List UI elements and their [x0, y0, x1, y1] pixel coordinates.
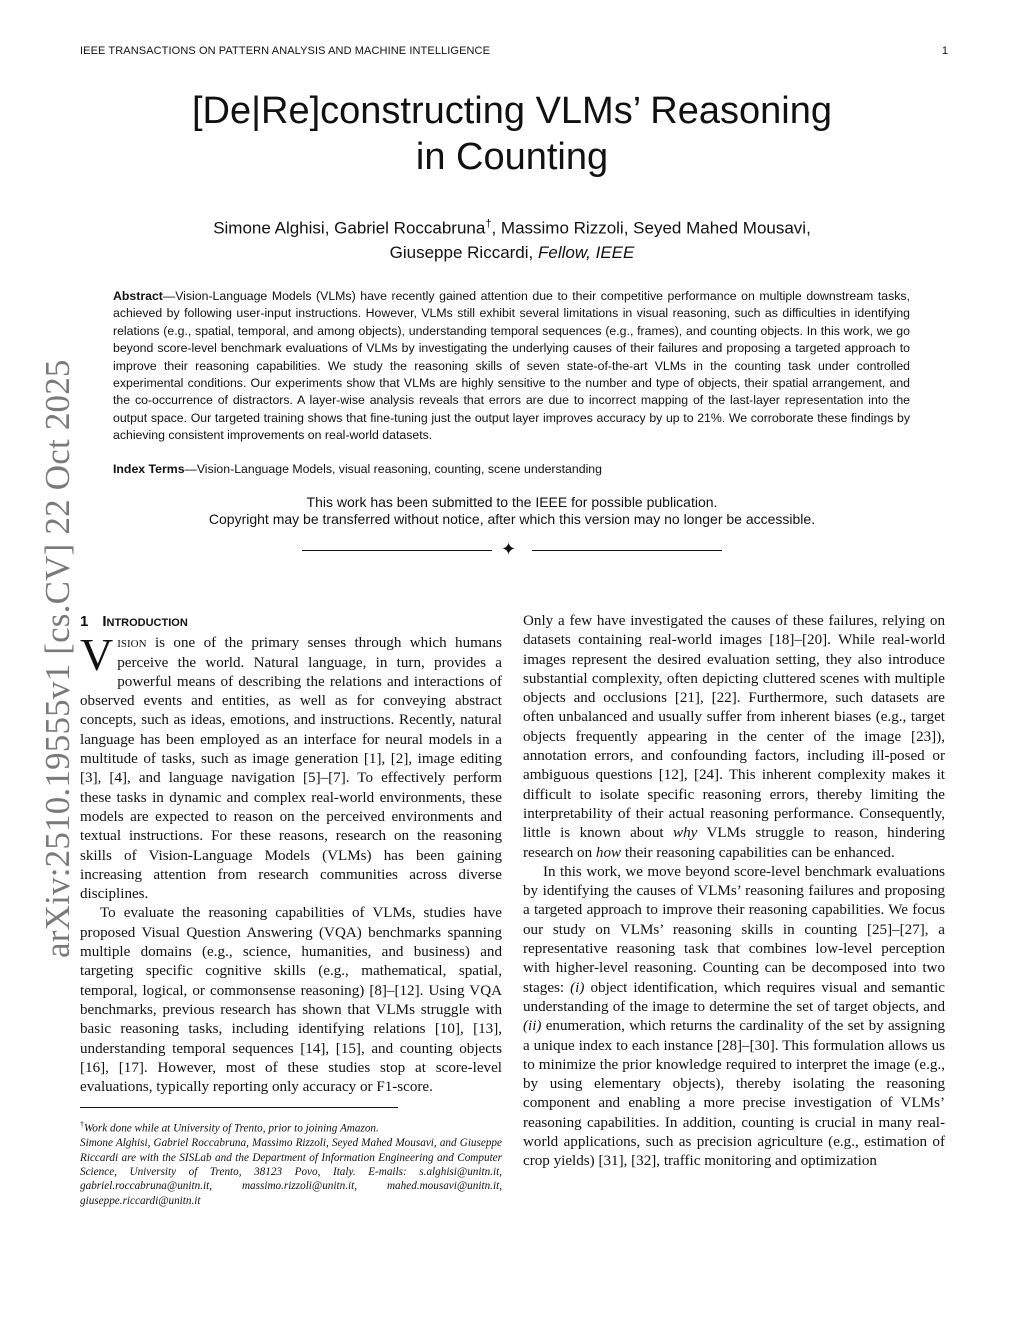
p4-text-a: In this work, we move beyond score-level benchmark evaluations by identifying the causes of VLMs’ reasoning failures and proposing a targeted approach to improve their reasoning capabilities. We focus our study on VLMs’ reasoning skills in counting [25]–[27], a representative reasoning task that combines low-level perception with higher-level reasoning. Counting can be decomposed into two stages: [523, 863, 945, 996]
left-column [80, 612, 502, 1208]
divider-line-right [532, 550, 722, 551]
footnote [80, 1118, 502, 1208]
footnote-text-1: Work done while at University of Trento, prior to joining Amazon. [84, 1123, 379, 1136]
index-terms-text: —Vision-Language Models, visual reasoning, counting, scene understanding [184, 462, 602, 476]
author-last: Giuseppe Riccardi, [389, 242, 538, 262]
abstract-label: Abstract [113, 289, 163, 303]
intro-paragraph-2: To evaluate the reasoning capabilities of VLMs, studies have proposed Visual Question Answering (VQA) benchmarks spanning multiple domains (e.g., science, humanities, and business) and targeting specific cognitive skills (e.g., mathematical, spatial, temporal, logical, or commonsense reasoning) [8]–[12]. Using VQA benchmarks, previous research has shown that VLMs struggle with basic reasoning tasks, including identifying relations [10], [13], understanding temporal sequences [14], [15], and counting objects [16], [17]. However, most of these studies stop at score-level evaluations, typically reporting only accuracy or F1-score. [80, 905, 502, 1096]
p4-text-c: enumeration, which returns the cardinality of the set by assigning a unique index to each instance [28]–[30]. This formulation allows us to minimize the prior knowledge required to interpret the image (e.g., by using elementary objects), thereby isolating the reasoning component and enabling a more precise investigation of VLMs’ reasoning capabilities. In addition, counting is crucial in many real-world applications, such as precision agriculture (e.g., estimation of crop yields) [31], [32], traffic monitoring and optimization [523, 1018, 945, 1170]
footnote-line-1 [80, 1118, 502, 1136]
footnote-affiliations: Simone Alghisi, Gabriel Roccabruna, Massimo Rizzoli, Seyed Mahed Mousavi, and Giuseppe Riccardi are with the SISLab and the Department of Information Engineering and Computer Science, University of Trento, 38123 Povo, Italy. E-mails: s.alghisi@unitn.it, gabriel.roccabruna@unitn.it, massimo.rizzoli@unitn.it, mahed.mousavi@unitn.it, giuseppe.riccardi@unitn.it [80, 1137, 502, 1207]
notice-line-1: This work has been submitted to the IEEE for possible publication. [306, 494, 718, 510]
index-terms [113, 462, 910, 476]
intro-paragraph-4 [523, 863, 945, 1172]
author-list [100, 212, 924, 265]
section-heading [80, 612, 502, 631]
footnote-rule [80, 1107, 398, 1108]
abstract-text: —Vision-Language Models (VLMs) have recently gained attention due to their competitive performance on multiple downstream tasks, achieved by following user-input instructions. However, VLMs still exhibit several limitations in visual reasoning, such as difficulties in identifying relations (e.g., spatial, temporal, and among objects), understanding temporal sequences (e.g., frames), and counting objects. In this work, we go beyond score-level benchmark evaluations of VLMs by investigating the underlying causes of their failures and proposing a targeted approach to improve their reasoning capabilities. We study the reasoning skills of seven state-of-the-art VLMs in the counting task under controlled experimental conditions. Our experiments show that VLMs are highly sensitive to the number and type of objects, their spatial arrangement, and the co-occurrence of distractors. A layer-wise analysis reveals that errors are due to incorrect mapping of the last-layer representation into the output space. Our targeted training shows that fine-tuning just the output layer improves accuracy by up to 21%. We corroborate these findings by achieving consistent improvements on real-world datasets. [113, 289, 910, 443]
authors-names-a: Simone Alghisi, Gabriel Roccabruna [213, 218, 486, 238]
drop-cap-lead: ision [117, 635, 147, 652]
arxiv-stamp: arXiv:2510.19555v1 [cs.CV] 22 Oct 2025 [38, 359, 77, 958]
authors-line-1 [100, 212, 924, 241]
authors-line-2 [100, 241, 924, 265]
p3-text-a: Only a few have investigated the causes of these failures, relying on datasets containing real-world images [18]–[20]. While real-world images represent the desired evaluation setting, they also introduce substantial complexity, often depicting cluttered scenes with multiple objects and occlusions [21], [22]. Furthermore, such datasets are often unbalanced and usually suffer from inherent biases (e.g., target objects frequently appearing in the center of the image [23]), annotation errors, and confounding factors, including ill-posed or ambiguous questions [12], [24]. This inherent complexity makes it difficult to isolate specific reasoning errors, thereby limiting the interpretability of their actual reasoning performance. Consequently, little is known about [523, 613, 945, 842]
title-line-2: in Counting [415, 136, 609, 178]
drop-cap: V [80, 629, 114, 681]
submission-notice [100, 494, 924, 528]
dagger-mark: † [485, 218, 492, 230]
author-role: Fellow, IEEE [537, 242, 635, 262]
journal-header: IEEE TRANSACTIONS ON PATTERN ANALYSIS AND MACHINE INTELLIGENCE [80, 45, 491, 57]
section-title: Introduction [102, 613, 188, 630]
divider-line-left [302, 550, 492, 551]
p4-enum-ii: (ii) [523, 1018, 542, 1035]
intro-paragraph-1 [80, 629, 502, 904]
section-divider [302, 541, 722, 561]
p3-text-c: their reasoning capabilities can be enhanced. [621, 844, 895, 861]
right-column [523, 612, 945, 1172]
footnote-mark: † [80, 1120, 84, 1130]
paper-title [100, 88, 924, 180]
p3-why: why [673, 825, 698, 842]
p3-text-b: VLMs struggle to reason, hindering research on [523, 825, 946, 861]
intro-paragraph-1-text: is one of the primary senses through which humans perceive the world. Natural language, in turn, provides a powerful means of describing the relations and interactions of observed events and entities, as well as for conveying abstract concepts, such as ideas, emotions, and instructions. Recently, natural language has been employed as an interface for neural models in a multitude of tasks, such as image generation [1], [2], image editing [3], [4], and language navigation [5]–[7]. To effectively perform these tasks in dynamic and complex real-world environments, these models are expected to reason on the perceived environments and textual instructions. For these reasons, research on the reasoning skills of Vision-Language Models (VLMs) has been gaining increasing attention from research communities across diverse disciplines. [80, 635, 502, 903]
p4-text-b: object identification, which requires visual and semantic understanding of the image to determine the set of target objects, and [523, 979, 945, 1015]
divider-star-icon: ✦ [501, 539, 517, 559]
authors-names-b: , Massimo Rizzoli, Seyed Mahed Mousavi, [491, 218, 811, 238]
index-terms-label: Index Terms [113, 462, 185, 476]
title-line-1: [De|Re]constructing VLMs’ Reasoning [192, 90, 832, 132]
intro-paragraph-3 [523, 612, 945, 863]
p4-enum-i: (i) [570, 979, 585, 996]
page-number: 1 [941, 45, 948, 57]
section-number: 1 [80, 613, 89, 630]
notice-line-2: Copyright may be transferred without notice, after which this version may no longer be accessible. [208, 511, 816, 527]
abstract [113, 288, 910, 445]
p3-how: how [595, 844, 622, 861]
